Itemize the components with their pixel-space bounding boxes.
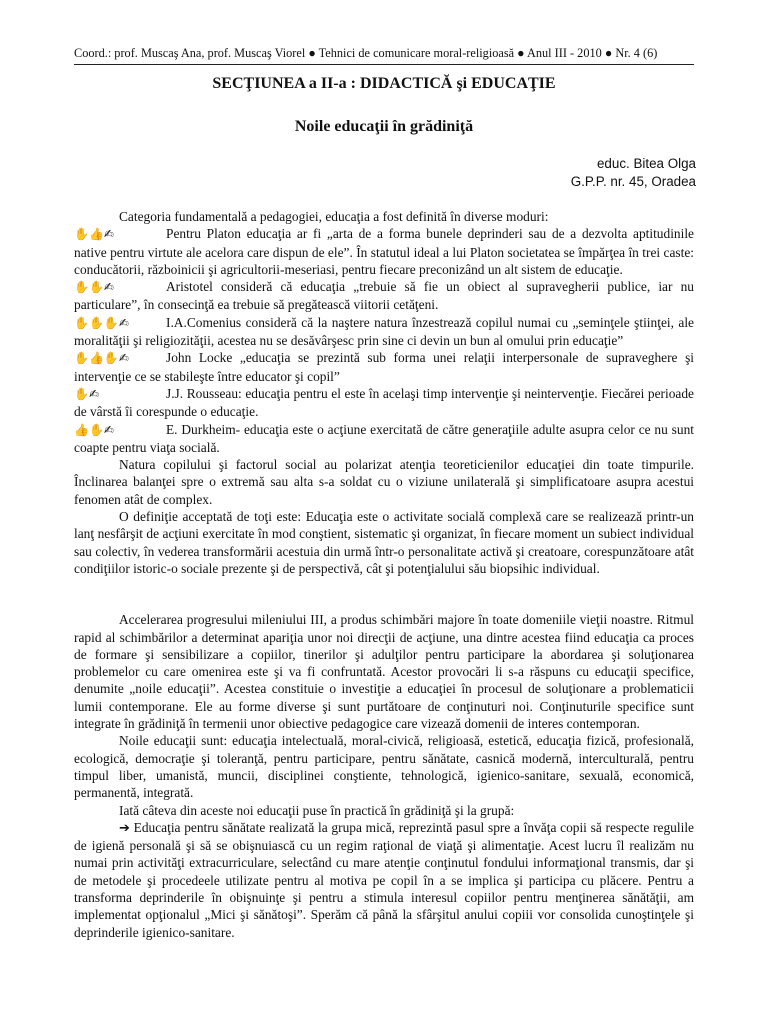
definition-item [74, 349, 694, 385]
paragraph-spacer [74, 594, 694, 611]
section-title: SECŢIUNEA a II-a : DIDACTICĂ şi EDUCAŢIE [212, 75, 556, 92]
body-paragraph: O definiţie acceptată de toţi este: Educaţia este o activitate socială complexă care se realizează printr-un lanţ nesfârşit de acţiuni exercitate în mod conştient, sistematic şi organizat, în fiecare moment un subiect individual sau colectiv, în vederea transformării acestuia din urmă într-o personalitate activă şi creatoare, corespunzătoare atât condiţiilor istoric-o sociale prezente şi de perspectivă, cât şi potenţialului său biopsihic individual. [74, 509, 694, 576]
intro-paragraph: Categoria fundamentală a pedagogiei, educaţia a fost definită în diverse moduri: [119, 209, 549, 224]
header-divider [74, 64, 694, 65]
article-body [74, 208, 694, 941]
definition-text: E. Durkheim- educaţia este o acţiune exercitată de către generaţiile adulte asupra celor ce nu sunt coapte pentru viaţa socială. [74, 421, 694, 455]
definition-text: Aristotel consideră că educaţia „trebuie să fie un obiect al supravegherii publice, iar nu particulare”, în consecinţă ea trebuie să pregătească viitorii cetăţeni. [74, 279, 694, 313]
definition-item [74, 278, 694, 314]
author-name: educ. Bitea Olga [596, 156, 696, 171]
paragraph-spacer [74, 577, 694, 594]
definition-item [74, 385, 694, 421]
hand-bullet-icon: ✋✍ [74, 386, 99, 401]
hand-bullet-icon: ✋👍✋✍ [74, 351, 129, 366]
definition-text: John Locke „educaţia se prezintă sub forma unei relaţii interpersonale de supraveghere şi intervenţie ce se stabileşte între educator şi copil” [74, 350, 694, 384]
author-affiliation: G.P.P. nr. 45, Oradea [570, 174, 696, 189]
definition-text: I.A.Comenius consideră că la naştere natura înzestrează copilul numai cu „seminţele ştiinţei, ale moralităţii şi religiozităţii, acestea nu se desăvârşesc prin sine ci devin un bun al omului prin educaţie” [74, 314, 694, 349]
hand-bullet-icon: ✋👍✍ [74, 227, 114, 242]
definition-text: Pentru Platon educaţia ar fi „arta de a forma bunele deprinderi sau de a dezvolta aptitudinile native pentru virtute ale acelora care dispun de ele”. În statutul ideal a lui Platon societatea se împărţea în trei caste: conducătorii, războinicii şi agricultorii-meseriasi, pentru fiecare preconizând un alt sistem de educaţie. [74, 226, 694, 277]
body-paragraph: Natura copilului şi factorul social au polarizat atenţia teoreticienilor educaţiei din toate timpurile. Înclinarea balanţei spre o extremă sau alta s-a soldat cu o viziune unilaterală şi simplificatoare asupra acestui fenomen atât de complex. [74, 457, 694, 507]
body-paragraph: Noile educaţii sunt: educaţia intelectuală, moral-civică, religioasă, estetică, educaţia fizică, profesională, ecologică, democraţie şi toleranţă, pentru participare, pentru sănătate, casnică modernă, interculturală, pentru timpul liber, umanistă, muncii, disciplinei conştiente, tehnologică, igienico-sanitare, sexuală, economică, permanentă, integrată. [74, 733, 694, 801]
definition-item [74, 421, 694, 457]
definition-item [74, 225, 694, 278]
running-header: Coord.: prof. Muscaş Ana, prof. Muscaş Viorel ● Tehnici de comunicare moral-religioasă ● Anul III - 2010 ● Nr. 4 (6) [74, 46, 658, 60]
body-paragraph: Accelerarea progresului mileniului III, a produs schimbări majore în toate domeniile vieţii noastre. Ritmul rapid al schimbărilor a determinat apariţia unor noi direcţii de acţiune, una dintre acestea fiind educaţia ca proces de formare şi sensibilizare a copiilor, tinerilor şi adulţilor pentru participare la abordarea şi soluţionarea problemelor cu care omenirea este şi va fi confruntată. Acestor provocări li s-a răspuns cu educaţii specifice, denumite „noile educaţii”. Acestea constituie o investiţie a educaţiei în procesul de soluţionare a problematicii lumii contemporane. Ele au forme diverse şi sunt purtătoare de conţinuturi noi. Conţinuturile specifice sunt integrate în grădiniţă în termenii unor obiective pedagogice care vizează domenii de interes contemporan. [74, 612, 694, 732]
hand-bullet-icon: ✋✋✍ [74, 280, 114, 295]
hand-bullet-icon: ✋✋✋✍ [74, 315, 129, 330]
arrow-item-text: Educaţia pentru sănătate realizată la grupa mică, reprezintă pasul spre a învăţa copii să respecte regulile de igienă personală şi să se obişnuiască cu un regim raţional de viaţă şi alimentaţie. Acest lucru îl realizăm nu numai prin activităţi extracurriculare, selectând cu mare atenţie conţinutul fondului informaţional transmis, dar şi de metodele şi procedeele utilizate pentru al motiva pe copil în a se implica şi participa cu plăcere. Pentru a transforma deprinderile în obişnuinţe şi pentru a stimula interesul copiilor pentru menţinerea sănătăţii, am implementat opţionalul „Mici şi sănătoşi”. Sperăm că până la sfârşitul anului copiii vor consolida cunoştinţele şi deprinderile igienico-sanitare. [74, 819, 694, 940]
body-paragraph: Iată câteva din aceste noi educaţii puse în practică în grădiniţă şi la grupă: [119, 802, 515, 818]
author-block [571, 155, 696, 191]
definition-text: J.J. Rousseau: educaţia pentru el este în acelaşi timp intervenţie şi neintervenţie. Fiecărei perioade de vârstă îi corespunde o educaţie. [74, 385, 694, 420]
arrow-right-icon: ➔ [119, 820, 130, 836]
article-title: Noile educaţii în grădiniţă [294, 118, 474, 135]
hand-bullet-icon: 👍✋✍ [74, 422, 114, 437]
arrow-list-item [74, 819, 694, 941]
definition-item [74, 314, 694, 350]
